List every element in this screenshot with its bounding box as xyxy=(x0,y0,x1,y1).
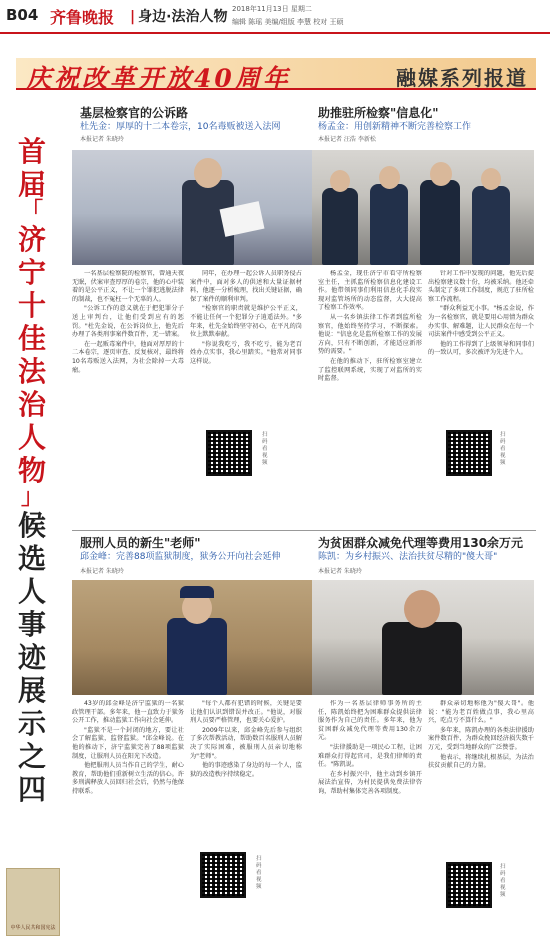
article-subtitle: 杨孟金：用创新精神不断完善检察工作 xyxy=(318,122,472,132)
article-body-column xyxy=(190,270,302,420)
vertical-char: 「 xyxy=(20,199,43,224)
paragraph: "每个人都有犯错的时候，关键是要让他们认识到错误并改正。"他说，对服刑人员要严格管理，也要关心爱护。 xyxy=(190,700,302,725)
figure-head xyxy=(379,166,400,189)
figure-shape xyxy=(167,618,227,695)
banner-title: 庆祝改革开放40周年 xyxy=(26,64,291,93)
figure-head xyxy=(404,590,440,628)
qr-label: 扫码看视频 xyxy=(262,432,268,466)
paragraph: "检察官的职责就是维护公平正义，不能让任何一个犯罪分子逍遥法外。"多年来，杜先金始终坚守初心，在平凡的岗位上默默奉献。 xyxy=(190,305,302,339)
article-byline: 本报记者 朱晓玲 xyxy=(318,568,362,575)
article-body-column xyxy=(428,700,534,850)
article-body-column xyxy=(428,270,534,420)
article-body-column xyxy=(72,270,184,570)
paragraph: "群众利益无小事。"杨孟金说，作为一名检察官，就是要用心用情为群众办实事、解难题，让人民群众在每一个司法案件中感受到公平正义。 xyxy=(428,305,534,339)
vertical-char: 佳 xyxy=(17,322,46,355)
qr-code[interactable] xyxy=(200,852,246,898)
figure-shape xyxy=(322,188,358,265)
paragraph: 从一名乡镇法律工作者到监所检察官，他始终坚持学习，不断探索。他说："信息化是监所检察工作的发展方向，只有不断创新，才能适应新形势的需要。" xyxy=(318,313,422,356)
qr-code[interactable] xyxy=(446,862,492,908)
qr-code[interactable] xyxy=(206,430,252,476)
paragraph: 同年，在办理一起公诉人员职务侵占案件中，面对多人的供述和大量证据材料，他逐一分析梳理，找出关键证据，确保了案件的顺利审判。 xyxy=(190,270,302,303)
qr-code[interactable] xyxy=(446,430,492,476)
figure-head xyxy=(481,168,501,190)
article-body-column xyxy=(318,270,422,570)
qr-label: 扫码看视频 xyxy=(500,432,506,466)
vertical-char: 物 xyxy=(17,454,46,487)
paragraph: "监狱不是一个封闭的地方，要让社会了解监狱，监督监狱。"邱金峰说。在他的推动下，济宁监狱完善了88项监狱制度，让服刑人员在阳光下改造。 xyxy=(72,726,184,760)
vertical-char: 法 xyxy=(17,355,46,388)
constitution-book-image xyxy=(6,868,60,936)
banner-subtitle: 融媒系列报道 xyxy=(396,66,528,90)
article-body-column xyxy=(190,700,302,840)
paragraph: 群众亲切地称他为"傻大哥"。他说："能为老百姓做点事，我心里高兴，吃点亏不算什么。" xyxy=(428,700,534,725)
book-title: 中华人民共和国宪法 xyxy=(10,925,56,931)
paragraph: 43岁的邱金峰是济宁监狱的一名狱政管理干部。多年来，他一直致力于狱务公开工作，推动监狱工作向社会延伸。 xyxy=(72,700,184,725)
vertical-char: 四 xyxy=(17,773,46,806)
vertical-char: 」 xyxy=(20,485,43,510)
photo-prosecutor-desk xyxy=(72,150,312,265)
masthead xyxy=(0,0,550,34)
section-divider xyxy=(72,530,536,531)
vertical-char: 宁 xyxy=(17,256,46,289)
paragraph: "公诉工作的意义就在于把犯罪分子送上审判台，让他们受到应有的惩罚。"杜先金说，在公诉岗位上，他先后办理了各类刑事案件数百件，无一错案。 xyxy=(72,305,184,339)
article-title: 服刑人员的新生"老师" xyxy=(80,536,201,550)
article-body-column xyxy=(72,700,184,940)
vertical-char: 治 xyxy=(17,388,46,421)
section-name: | 身边·法治人物 xyxy=(130,9,228,25)
figure-shape xyxy=(420,180,460,265)
article-subtitle: 杜先金：厚厚的十二本卷宗，10名毒贩被送入法网 xyxy=(80,122,281,132)
photo-lawyer xyxy=(312,580,534,695)
figure-head xyxy=(194,158,222,188)
paragraph: 针对工作中发现的问题，他先后提出检察建议数十份，均被采纳。他还牵头制定了多项工作制度，规范了驻所检察工作流程。 xyxy=(428,270,534,303)
figure-shape xyxy=(370,184,408,265)
figure-head xyxy=(430,162,452,186)
article-title: 基层检察官的公诉路 xyxy=(80,106,189,120)
vertical-headline xyxy=(4,135,60,806)
photo-officers-group xyxy=(312,150,534,265)
paragraph: 2009年以来，邱金峰先后参与组织了多次帮教活动，帮助数百名服刑人员解决了实际困难，被服刑人员亲切地称为"老师"。 xyxy=(190,726,302,760)
paper-name: 齐鲁晚报 xyxy=(50,8,115,27)
vertical-char: 人 xyxy=(17,575,46,608)
page-number: B04 xyxy=(6,6,39,24)
figure-head xyxy=(330,170,350,192)
article-subtitle: 陈凯：为乡村振兴、法治扶贫尽精的"傻大哥" xyxy=(318,552,498,562)
article-body-column xyxy=(318,700,422,940)
qr-label: 扫码看视频 xyxy=(500,864,506,898)
vertical-char: 展 xyxy=(17,674,46,707)
paragraph: "法律援助是一项民心工程，让困难群众打得起官司，是我们律师的责任。"陈凯说。 xyxy=(318,743,422,769)
article-title: 为贫困群众减免代理等费用130余万元 xyxy=(318,536,524,550)
paragraph: 一名基层检察院的检察官，曾通天夜无眠，伏案审查厚厚的卷宗，他的心中装着的是公平正义，不让一个罪犯逃脱法律的制裁，也不冤枉一个无辜的人。 xyxy=(72,270,184,303)
article-byline: 本报记者 朱晓玲 xyxy=(80,136,124,143)
paragraph: 多年来，陈凯办理的各类法律援助案件数百件，为群众挽回经济损失数千万元，受到当地群众的广泛赞誉。 xyxy=(428,726,534,751)
police-cap-shape xyxy=(180,586,214,598)
figure-shape xyxy=(472,186,510,265)
paragraph: 在乡村振兴中，他主动到乡镇开展法治宣传，为村民提供免费法律咨询，帮助村集体完善各项制度。 xyxy=(318,770,422,795)
article-byline: 本报记者 汪浩 李新松 xyxy=(318,136,376,143)
qr-label: 扫码看视频 xyxy=(256,856,262,890)
paragraph: 他把服刑人员当作自己的学生，耐心教育，帮助他们重新树立生活的信心。许多刑满释放人员回归社会后，仍然与他保持联系。 xyxy=(72,762,184,795)
section-label: 身边·法治人物 xyxy=(138,9,228,25)
vertical-char: 届 xyxy=(17,168,46,201)
vertical-char: 十 xyxy=(17,289,46,322)
editor-credits: 编辑 陈瑶 美编/组版 李慧 校对 王硕 xyxy=(232,18,344,26)
feature-banner xyxy=(16,58,536,93)
paragraph: 他的工作得到了上级领导和同事们的一致认可，多次被评为先进个人。 xyxy=(428,340,534,357)
article-byline: 本报记者 朱晓玲 xyxy=(80,568,124,575)
paragraph: 他表示，将继续扎根基层，为法治扶贫贡献自己的力量。 xyxy=(428,753,534,770)
paragraph: 在一起贩毒案件中，他面对厚厚的十二本卷宗，逐页审查、反复核对，最终将10名毒贩送入法网，为社会除掉一大毒瘤。 xyxy=(72,340,184,374)
vertical-char: 候 xyxy=(17,509,46,542)
vertical-char: 示 xyxy=(17,707,46,740)
vertical-char: 人 xyxy=(17,421,46,454)
paragraph: 在他的推动下，驻所检察室建立了监控联网系统，实现了对监所的实时监督。 xyxy=(318,357,422,383)
vertical-char: 事 xyxy=(17,608,46,641)
vertical-char: 选 xyxy=(17,542,46,575)
article-title: 助推驻所检察"信息化" xyxy=(318,106,439,120)
vertical-char: 济 xyxy=(17,223,46,256)
paragraph: 杨孟金，现任济宁市看守所检察室主任，主抓监所检察信息化建设工作。他带领同事们利用信息化手段实现对监管场所的动态监督，大大提高了检察工作效率。 xyxy=(318,270,422,312)
paragraph: "你说我吃亏，我不吃亏，能为老百姓办点实事，我心里踏实。"他常对同事这样说。 xyxy=(190,340,302,365)
issue-date: 2018年11月13日 星期二 xyxy=(232,5,312,13)
vertical-char: 首 xyxy=(17,135,46,168)
vertical-char: 迹 xyxy=(17,641,46,674)
figure-shape xyxy=(382,622,462,695)
article-subtitle: 邱金峰：完善88项监狱制度，狱务公开向社会延伸 xyxy=(80,552,281,562)
vertical-char: 之 xyxy=(17,740,46,773)
photo-police-officer xyxy=(72,580,312,695)
paragraph: 他的事迹感染了身边的每一个人，监狱的改造秩序持续稳定。 xyxy=(190,762,302,778)
paragraph: 作为一名基层律师事务所的主任，陈凯始终把为困难群众提供法律服务作为自己的责任。多年来，他为贫困群众减免代理等费用130余万元。 xyxy=(318,700,422,742)
